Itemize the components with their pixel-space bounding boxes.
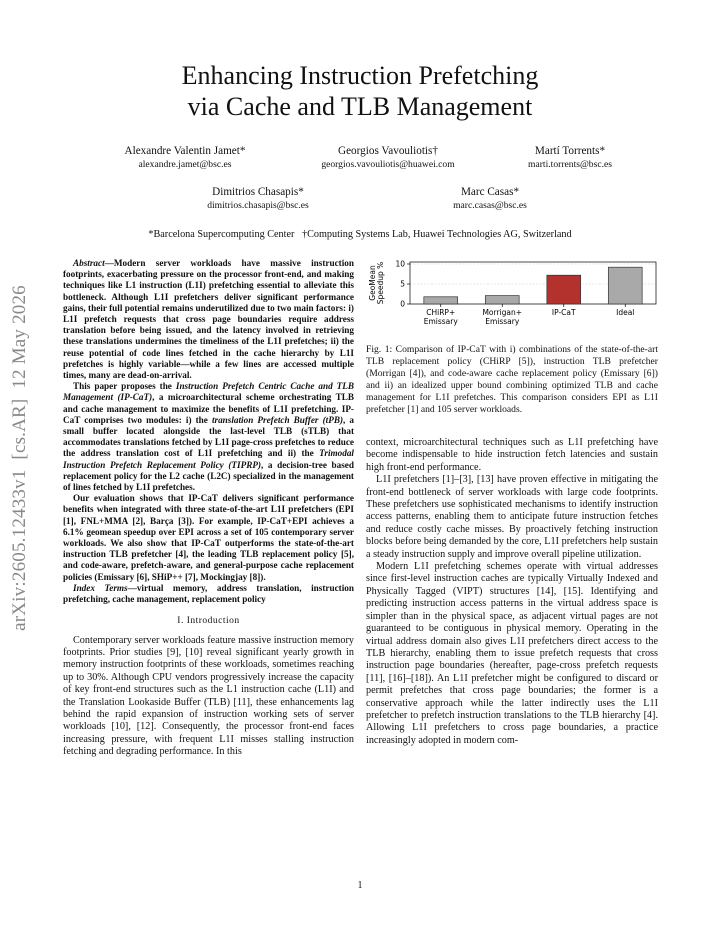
abstract-term: Instruction Prefetch Centric Cache and TLB Management (IP-CaT) (63, 381, 354, 403)
figure-caption: Fig. 1: Comparison of IP-CaT with i) combinations of the state-of-the-art TLB replacement policy (CHiRP [5]), instruction TLB prefetcher (Morrigan [4]), and code-aware cache replacement policy (Emissary [6]) and ii) an idealized upper bound combining optimized TLB and cache management for L1I prefetches. This comparison considers EPI as L1I prefetcher [1] and 105 server workloads. (366, 344, 658, 415)
abstract-paragraph (63, 381, 354, 493)
bar (547, 275, 581, 304)
author-block (100, 145, 270, 171)
y-axis-label: Speedup % (376, 261, 385, 305)
bar (424, 297, 458, 304)
author-name: Martí Torrents* (534, 145, 606, 157)
affiliations: *Barcelona Supercomputing Center †Computing Systems Lab, Huawei Technologies AG, Switzerland (148, 229, 572, 240)
index-terms (63, 583, 354, 605)
abstract-term: translation Prefetch Buffer (tPB) (211, 414, 344, 425)
y-tick-label: 0 (400, 299, 405, 309)
x-tick-label: IP-CaT (551, 308, 576, 317)
abstract-text: —Modern server workloads have massive instruction footprints, exacerbating pressure on the processor front-end, and making techniques like L1 instruction (L1I) prefetching essential to alleviate this bottleneck. Although L1I prefetchers deliver significant performance gains, their full potential remains underutilized due to two main factors: i) L1I prefetch requests that cross page boundaries require address translation before being issued, and the latency involved in retrieving these translations undermines the timeliness of the L1I prefetches; ii) the reuse potential of code lines fetched in the cache hierarchy by L1I prefetches is highly variable—while a few lines are accessed multiple times, many are dead-on-arrival. (63, 258, 354, 381)
author-email: georgios.vavouliotis@huawei.com (321, 159, 455, 170)
author-name: Alexandre Valentin Jamet* (124, 145, 246, 157)
abstract-term: Trimodal Instruction Prefetch Replacement Policy (TIPRP) (63, 448, 354, 470)
figure-1 (366, 256, 658, 336)
title-line-2: via Cache and TLB Management (187, 92, 533, 121)
author-email: marc.casas@bsc.es (453, 200, 527, 211)
y-tick-label: 5 (400, 279, 405, 289)
abstract-label: Abstract (73, 258, 105, 268)
author-block (420, 186, 560, 212)
abstract-text: , a decision-tree based replacement policy for the L2 cache (L2C) specialized in the management of lines fetched by L1I prefetches. (63, 459, 354, 493)
author-block (288, 145, 488, 171)
author-email: alexandre.jamet@bsc.es (138, 159, 232, 170)
author-name: Dimitrios Chasapis* (212, 186, 304, 198)
x-tick-label: Emissary (423, 317, 458, 326)
intro-paragraph: Contemporary server workloads feature massive instruction memory footprints. Prior studies [9], [10] reveal significant yearly growth in memory instruction footprints of these workloads, sometimes reaching up to 30%. Although CPU vendors progressively increase the capacity of key front-end structures such as the L1 instruction cache (L1I) and the Translation Lookaside Buffer (TLB) [11], these enhancements lag behind the rapid expansion of instruction working sets of server workloads [10], [12]. Consequently, the processor front-end faces increasing pressure, with frequent L1I misses stalling instruction fetching and degrading performance. In this (63, 634, 354, 758)
x-tick-label: Emissary (485, 317, 520, 326)
intro-paragraph: context, microarchitectural techniques such as L1I prefetching have become indispensable to hide instruction fetch latencies and sustain high front-end performance. (366, 437, 658, 473)
author-name: Marc Casas* (460, 186, 520, 198)
y-axis-label: GeoMean (368, 265, 377, 301)
speedup-bar-chart (366, 256, 658, 336)
author-email: dimitrios.chasapis@bsc.es (207, 200, 309, 211)
section-heading-text: I. Introduction (177, 616, 240, 627)
x-tick-label: Ideal (616, 308, 635, 317)
bar (485, 296, 519, 304)
abstract-text: , a small buffer located alongside the last-level TLB (sTLB) that accommodates translations fetched by L1I page-cross prefetches to reduce the address translation cost of L1I prefetching and ii) the (63, 414, 355, 459)
arxiv-sidebar (0, 268, 40, 648)
x-tick-label: CHiRP+ (426, 308, 456, 317)
abstract-text: , a microarchitectural scheme orchestrating TLB and cache management to maximize the benefits of L1I prefetching. IP-CaT comprises two modules: i) the (63, 392, 354, 425)
intro-paragraph: L1I prefetchers [1]–[3], [13] have proven effective in mitigating the front-end bottleneck of server workloads with large code footprints. These prefetchers use sophisticated mechanisms to identify instruction access patterns, enabling them to anticipate future instruction fetches and reduce costly cache misses. By proactively fetching instruction blocks before being demanded by the core, L1I prefetchers help sustain a steady instruction supply and improve overall pipeline utilization. (366, 474, 658, 560)
page-number: 1 (357, 880, 363, 891)
abstract-paragraph: Our evaluation shows that IP-CaT delivers significant performance benefits when integrated with three state-of-the-art L1I prefetchers (EPI [1], FNL+MMA [2], Barça [3]). For example, IP-CaT+EPI achieves a 6.1% geomean speedup over EPI across a set of 105 contemporary server workloads. We also show that IP-CaT outperforms the state-of-the-art instruction TLB prefetcher [4], the leading TLB replacement policy [5], and code-aware, prefetch-aware, and general-purpose cache replacement policies (Emissary [6], SHiP++ [7], Mockingjay [8]). (63, 493, 354, 582)
index-terms-label: Index Terms (73, 582, 128, 593)
y-tick-label: 10 (395, 259, 405, 269)
index-terms-text: —virtual memory, address translation, instruction prefetching, cache management, replacement policy (63, 582, 354, 605)
bar (608, 267, 642, 304)
author-name: Georgios Vavouliotis† (338, 145, 438, 157)
author-block (178, 186, 338, 212)
abstract-text: This paper proposes the (73, 381, 176, 392)
x-tick-label: Morrigan+ (482, 308, 523, 317)
title-line-1: Enhancing Instruction Prefetching (181, 61, 539, 90)
left-column (63, 258, 354, 759)
author-email: marti.torrents@bsc.es (528, 159, 612, 170)
author-block (505, 145, 635, 171)
right-column (366, 437, 658, 747)
abstract-paragraph (63, 258, 354, 381)
section-heading (63, 616, 354, 627)
paper-title (0, 60, 720, 122)
intro-paragraph: Modern L1I prefetching schemes operate with virtual addresses since first-level instruction caches are typically Virtually Indexed and Physically Tagged (VIPT) structures [14], [15]. Identifying and predicting instruction access patterns in the virtual address space is simpler than in the physical space, as adjacent virtual pages are not guaranteed to be contiguous in physical memory. Operating in the virtual address domain also gives L1I prefetchers direct access to the TLB hierarchy, enabling them to issue prefetch requests that cross instruction page boundaries (hereafter, page-cross prefetch requests [11], [16]–[18]). An L1I prefetcher might be configured to discard or permit prefetches that cross page boundaries; the former is a conservative approach while the latter indirectly uses the L1I prefetcher to prefetch instruction translations to the TLB hierarchy [4]. Allowing L1I prefetchers to cross page boundaries, a practice increasingly adopted in modern com- (366, 561, 658, 746)
arxiv-id: arXiv:2605.12433v1 [cs.AR] 12 May 2026 (9, 285, 30, 631)
